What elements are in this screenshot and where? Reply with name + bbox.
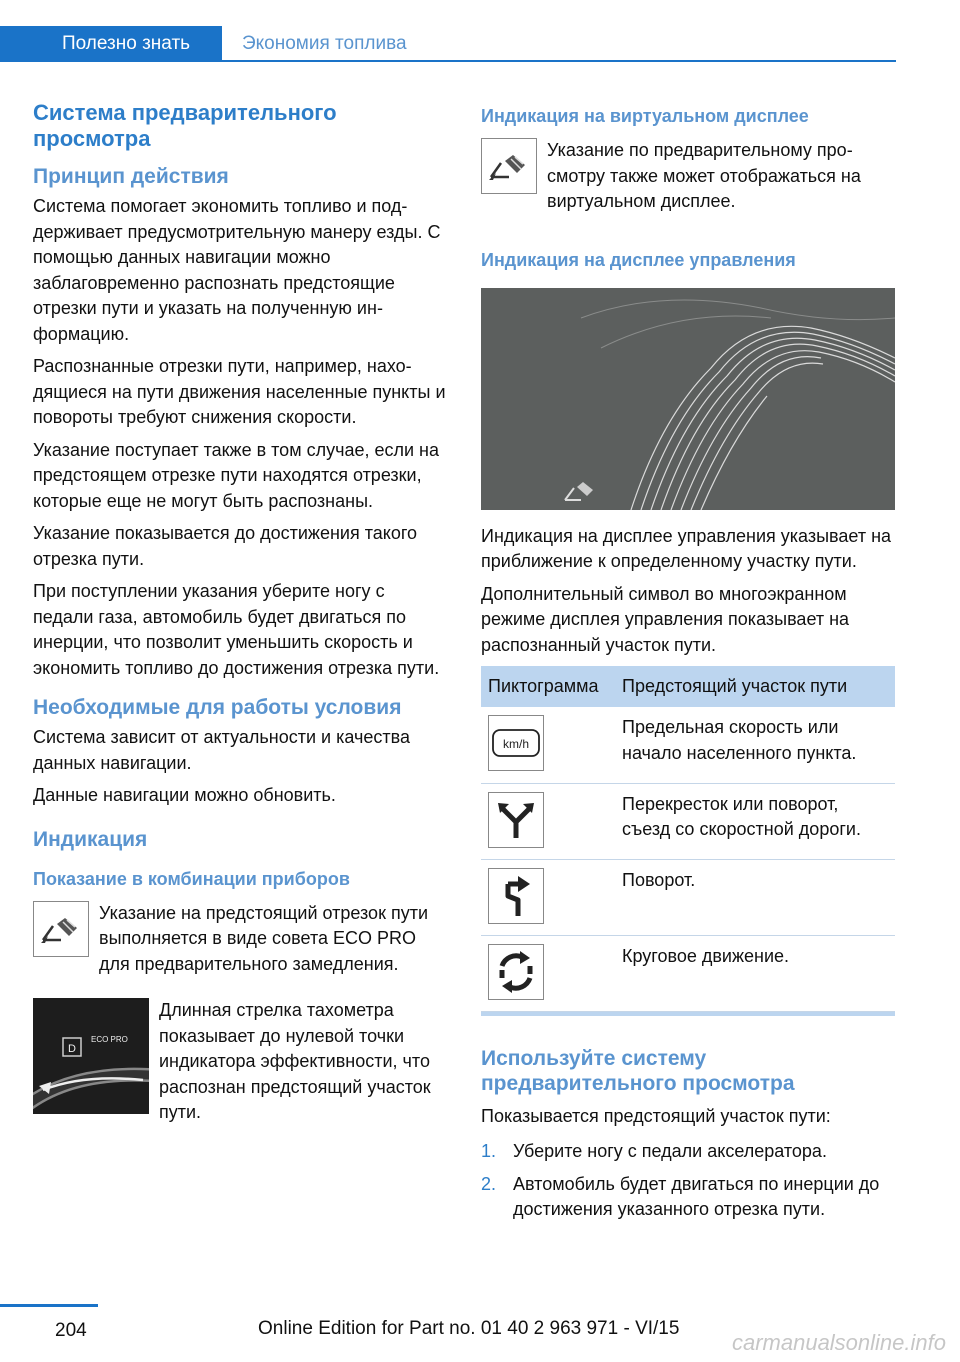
paragraph: Указание поступает также в том случае, если на предстоящем отрезке пути находятся отрезки, которые еще не могут быть распознаны.: [33, 439, 439, 511]
paragraph: Показывается предстоящий участок пути:: [481, 1105, 831, 1126]
table-row: [481, 707, 895, 783]
kmh-label: km/h: [502, 737, 530, 751]
heading-conditions: Необходимые для работы условия: [33, 696, 402, 719]
list-item: [481, 1139, 895, 1165]
tachometer-image: [33, 998, 149, 1114]
hud-row: [481, 138, 895, 222]
heading-principle: Принцип действия: [33, 165, 229, 188]
paragraph: Длинная стрелка тахометра показывает до нулевой точки индикатора эффективности, что распознан предстоящий участок пути.: [159, 1000, 431, 1122]
table-cell: Предельная скорость или начало населенного пункта.: [615, 707, 895, 783]
control-display-image: [481, 288, 895, 510]
step-number: 2.: [481, 1173, 497, 1194]
watermark: carmanualsonline.info: [731, 1330, 946, 1355]
paragraph: При поступлении указания уберите ногу с педали газа, автомобиль будет двигаться по инерции, что позволит уменьшить скорость и экономить топливо до достижения отрезка пути.: [33, 581, 440, 678]
junction-icon: [488, 792, 544, 848]
eco-hint-icon: [481, 138, 537, 194]
page-header: [0, 0, 960, 62]
table-row: [481, 783, 895, 859]
cluster-hint-row: [33, 901, 449, 985]
steps-list: [481, 1139, 895, 1223]
step-text: Автомобиль будет двигаться по инерции до достижения указанного отрезка пути.: [513, 1173, 880, 1219]
paragraph: Данные навигации можно обновить.: [33, 785, 336, 805]
pictogram-table: [481, 666, 895, 1012]
edition-text: Online Edition for Part no. 01 40 2 963 971 - VI/15: [258, 1318, 680, 1339]
footer-divider: [0, 1304, 98, 1307]
paragraph: Система помогает экономить топливо и поддерживает предусмотрительную манеру езды. С помощью данных навигации можно заблаговременно распознать предстоящие отрезки пути и указать на полученную информацию.: [33, 196, 441, 344]
table-end-rule: [481, 1012, 895, 1016]
step-number: 1.: [481, 1141, 497, 1161]
paragraph: Указание показывается до достижения такого отрезка пути.: [33, 523, 418, 569]
heading-cluster: Показание в комбинации приборов: [33, 868, 350, 889]
left-column: [33, 100, 449, 1137]
heading-use: Используйте систему предварительного просмотра: [481, 1046, 795, 1095]
table-row: [481, 859, 895, 935]
table-header-pictogram: Пиктограмма: [481, 666, 615, 707]
heading-indication: Индикация: [33, 827, 148, 851]
heading-cid: Индикация на дисплее управления: [481, 249, 796, 270]
section-title: Система предварительного просмотра: [33, 100, 337, 151]
roundabout-icon: [488, 944, 544, 1000]
paragraph: Система зависит от актуальности и качества данных навигации.: [33, 727, 410, 773]
list-item: [481, 1172, 895, 1223]
paragraph: Распознанные отрезки пути, например, находящиеся на пути движения населенные пункты и повороты требуют снижения скорости.: [33, 356, 446, 427]
table-cell: Поворот.: [615, 859, 895, 935]
heading-hud: Индикация на виртуальном дисплее: [481, 106, 809, 126]
page-number: 204: [55, 1320, 87, 1341]
paragraph: Дополнительный символ во многоэкранном режиме дисплея управления показывает на распознанный участок пути.: [481, 583, 850, 655]
paragraph: Индикация на дисплее управления указывает на приближение к определенному участку пути.: [481, 525, 892, 571]
header-divider: [222, 60, 896, 62]
paragraph: Указание на предстоящий отрезок пути выполняется в виде совета ECO PRO для предварительного замедления.: [99, 902, 428, 974]
right-column: [481, 100, 895, 1230]
gauge-row: [33, 998, 449, 1133]
gauge-gear-label: D: [68, 1043, 76, 1055]
table-header-section: Предстоящий участок пути: [615, 666, 895, 707]
eco-hint-icon: [33, 901, 89, 957]
header-tab-section[interactable]: Экономия топлива: [242, 33, 407, 54]
step-text: Уберите ногу с педали акселератора.: [513, 1141, 827, 1161]
table-cell: Круговое движение.: [615, 935, 895, 1011]
table-row: [481, 935, 895, 1011]
table-cell: Перекресток или поворот, съезд со скоростной дороги.: [615, 783, 895, 859]
table-header-row: [481, 666, 895, 707]
gauge-eco-label: ECO PRO: [91, 1035, 128, 1044]
header-tab-active[interactable]: Полезно знать: [0, 26, 222, 62]
paragraph: Указание по предварительному просмотру также может отображаться на виртуальном дисплее.: [547, 140, 861, 211]
speed-limit-icon: [488, 715, 544, 771]
turn-icon: [488, 868, 544, 924]
